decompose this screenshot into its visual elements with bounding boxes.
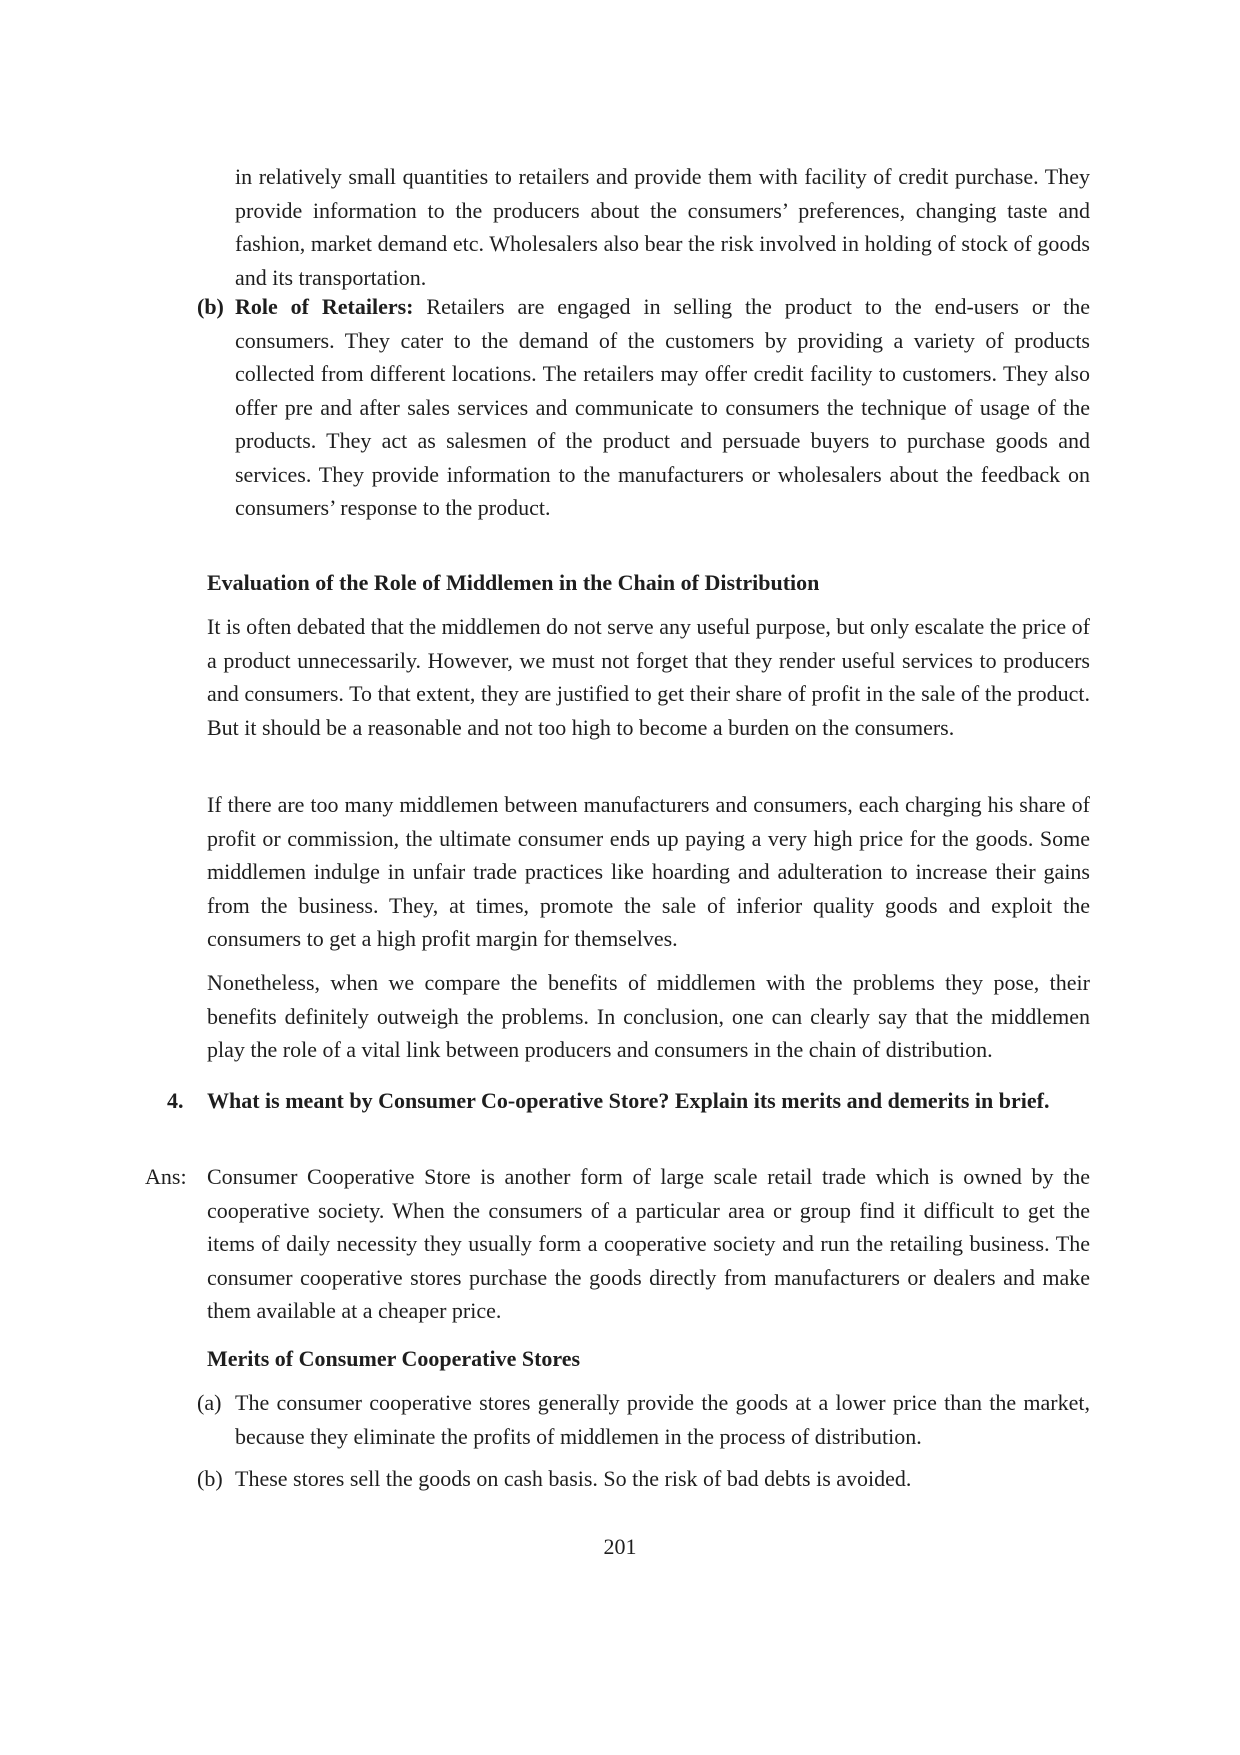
- page-number: 201: [603, 1534, 637, 1559]
- retailers-paragraph: [235, 290, 1090, 525]
- evaluation-paragraph-2: If there are too many middlemen between manufacturers and consumers, each charging his share of profit or commission, the ultimate consumer ends up paying a very high price for the goods. Some middlemen indulge in unfair trade practices like hoarding and adulteration to increase their gains from the business. They, at times, promote the sale of inferior quality goods and exploit the consumers to get a high profit margin for themselves.: [207, 792, 1090, 951]
- retailers-marker: (b): [197, 294, 224, 319]
- answer-label: Ans:: [145, 1164, 187, 1189]
- merit-marker-b: (b): [197, 1466, 223, 1491]
- question-number: 4.: [167, 1088, 184, 1113]
- evaluation-paragraph-3: Nonetheless, when we compare the benefits of middlemen with the problems they pose, their benefits definitely outweigh the problems. In conclusion, one can clearly say that the middlemen play the role of a vital link between producers and consumers in the chain of distribution.: [207, 970, 1090, 1062]
- answer-text: Consumer Cooperative Store is another form of large scale retail trade which is owned by the cooperative society. When the consumers of a particular area or group find it difficult to get the items of daily necessity they usually form a cooperative society and run the retailing business. The consumer cooperative stores purchase the goods directly from manufacturers or dealers and make them available at a cheaper price.: [207, 1164, 1090, 1323]
- retailers-text: Retailers are engaged in selling the product to the end-users or the consumers. They cater to the demand of the customers by providing a variety of products collected from different locations. The retailers may offer credit facility to customers. They also offer pre and after sales services and communicate to consumers the technique of usage of the products. They act as salesmen of the product and persuade buyers to purchase goods and services. They provide information to the manufacturers or wholesalers about the feedback on consumers’ response to the product.: [235, 294, 1090, 520]
- merit-item-b: These stores sell the goods on cash basis. So the risk of bad debts is avoided.: [235, 1466, 912, 1491]
- merits-heading: Merits of Consumer Cooperative Stores: [207, 1346, 581, 1371]
- evaluation-paragraph-1: It is often debated that the middlemen do not serve any useful purpose, but only escalate the price of a product unnecessarily. However, we must not forget that they render useful services to producers and consumers. To that extent, they are justified to get their share of profit in the sale of the product. But it should be a reasonable and not too high to become a burden on the consumers.: [207, 614, 1090, 740]
- merit-item-a: The consumer cooperative stores generally provide the goods at a lower price than the market, because they eliminate the profits of middlemen in the process of distribution.: [235, 1390, 1090, 1449]
- merit-marker-a: (a): [197, 1390, 222, 1415]
- retailers-title: Role of Retailers:: [235, 294, 414, 319]
- evaluation-heading: Evaluation of the Role of Middlemen in the Chain of Distribution: [207, 570, 820, 595]
- continued-paragraph: in relatively small quantities to retailers and provide them with facility of credit purchase. They provide information to the producers about the consumers’ preferences, changing taste and fashion, market demand etc. Wholesalers also bear the risk involved in holding of stock of goods and its transportation.: [235, 164, 1090, 290]
- question-text: What is meant by Consumer Co-operative Store? Explain its merits and demerits in brief.: [207, 1088, 1050, 1113]
